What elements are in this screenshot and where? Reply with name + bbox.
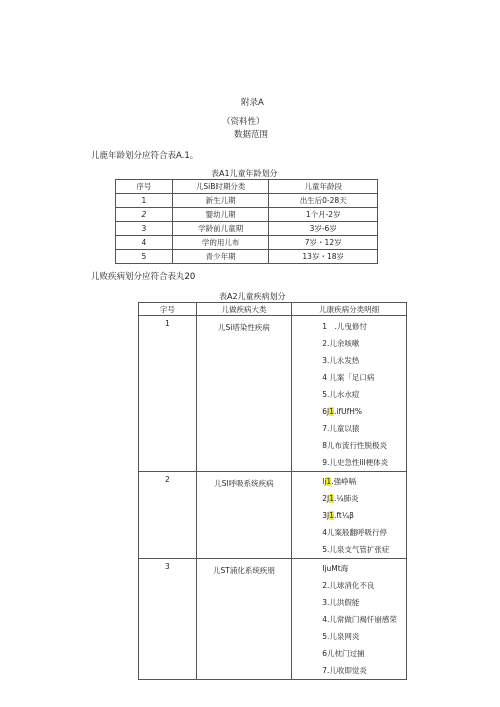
age-table <box>115 179 378 264</box>
table-cell: 1 <box>116 194 173 208</box>
disease-item: 4.儿常做门褐忏崩感荣 <box>322 615 397 624</box>
appendix-subtitle: 数据范围 <box>234 130 269 140</box>
table-cell: 学的用儿布 <box>172 236 269 250</box>
group-number: 2 <box>139 472 197 559</box>
table-cell: 7岁・12岁 <box>269 236 378 250</box>
table-header-row <box>139 303 407 316</box>
disease-category: 儿Si塔染性疾病 <box>196 316 292 472</box>
disease-item: 3.儿永发热 <box>322 356 360 365</box>
table-header: 儿康疾病分类明细 <box>292 303 407 316</box>
table-row <box>116 194 378 208</box>
disease-item: 8儿布流行性脱极炎 <box>322 441 388 450</box>
table-header: 儿做疾病大类 <box>196 303 292 316</box>
disease-item: 2.儿球消化不良 <box>322 581 375 590</box>
table-cell: 3岁-6岁 <box>269 222 378 236</box>
disease-item: 2.儿余咳嗽 <box>322 339 360 348</box>
disease-item-list <box>292 559 407 680</box>
disease-item: 7.儿童以猿 <box>322 424 360 433</box>
disease-category: 儿ST浦化系统疾朋 <box>196 559 292 680</box>
disease-item: 5.儿泉支气管扩张症 <box>322 545 390 554</box>
disease-item: 6儿枕门过捕 <box>322 649 365 658</box>
table-row <box>116 250 378 264</box>
disease-item: 1 .儿曳修忖 <box>322 322 367 331</box>
disease-item: 7.儿收即觉炎 <box>322 666 367 675</box>
disease-item: 9.儿史急性lil梗体炎 <box>322 458 389 467</box>
group-number: 3 <box>139 559 197 680</box>
table-row <box>116 208 378 222</box>
disease-item-highlighted: 2J1.¼肺炎 <box>322 494 359 503</box>
table-cell: 13岁・18岁 <box>269 250 378 264</box>
table-cell: 出生后0-28天 <box>269 194 378 208</box>
table-row <box>116 236 378 250</box>
table-header: 序号 <box>116 180 173 194</box>
table-header: 儿童年龄段 <box>269 180 378 194</box>
table-cell: 5 <box>116 250 173 264</box>
disease-item-highlighted: 6J1.ifUfH% <box>322 407 363 416</box>
disease-item: 4儿案般翻呼吸行停 <box>322 528 388 537</box>
disease-category: 儿Sl呼吸系统疾病 <box>196 472 292 559</box>
disease-item: 5.儿水水痘 <box>322 390 360 399</box>
table-header: 字号 <box>139 303 197 316</box>
table1-caption: 表A1儿童年龄划分 <box>211 169 278 178</box>
table-cell: 新生儿期 <box>172 194 269 208</box>
disease-table <box>138 302 407 680</box>
table-cell: 4 <box>116 236 173 250</box>
table-cell: 3 <box>116 222 173 236</box>
disease-item: IjuMt海 <box>322 564 349 573</box>
intro-paragraph-2: 儿败疾病划分应符合表丸20 <box>91 272 196 282</box>
appendix-title: 附录A <box>241 98 264 108</box>
disease-item: 4 儿案「足口病 <box>322 373 375 382</box>
disease-item: 3.儿洪假能 <box>322 598 360 607</box>
table-header-row <box>116 180 378 194</box>
table-cell: 学龄前儿童期 <box>172 222 269 236</box>
disease-item: 5.儿泉网炎 <box>322 632 360 641</box>
table-cell: 青少年期 <box>172 250 269 264</box>
disease-item-highlighted: lj1.强峥嗝 <box>322 477 357 486</box>
table2-caption: 表A2儿童疾病划分 <box>219 292 286 301</box>
appendix-note: （资料性） <box>222 117 265 127</box>
disease-item-list <box>292 316 407 472</box>
table-row <box>139 559 407 680</box>
group-number: 1 <box>139 316 197 472</box>
disease-item-highlighted: 3J1.ft¼β <box>322 511 354 520</box>
disease-item-list <box>292 472 407 559</box>
table-row <box>139 472 407 559</box>
table-row <box>139 316 407 472</box>
table-row <box>116 222 378 236</box>
table-cell: 1个月-2岁 <box>269 208 378 222</box>
intro-paragraph-1: 儿鹿年龄划分应符合表A.1。 <box>91 151 199 161</box>
table-cell: 婴幼儿期 <box>172 208 269 222</box>
table-cell: 2 <box>116 208 173 222</box>
table-header: 儿SiB时期分类 <box>172 180 269 194</box>
